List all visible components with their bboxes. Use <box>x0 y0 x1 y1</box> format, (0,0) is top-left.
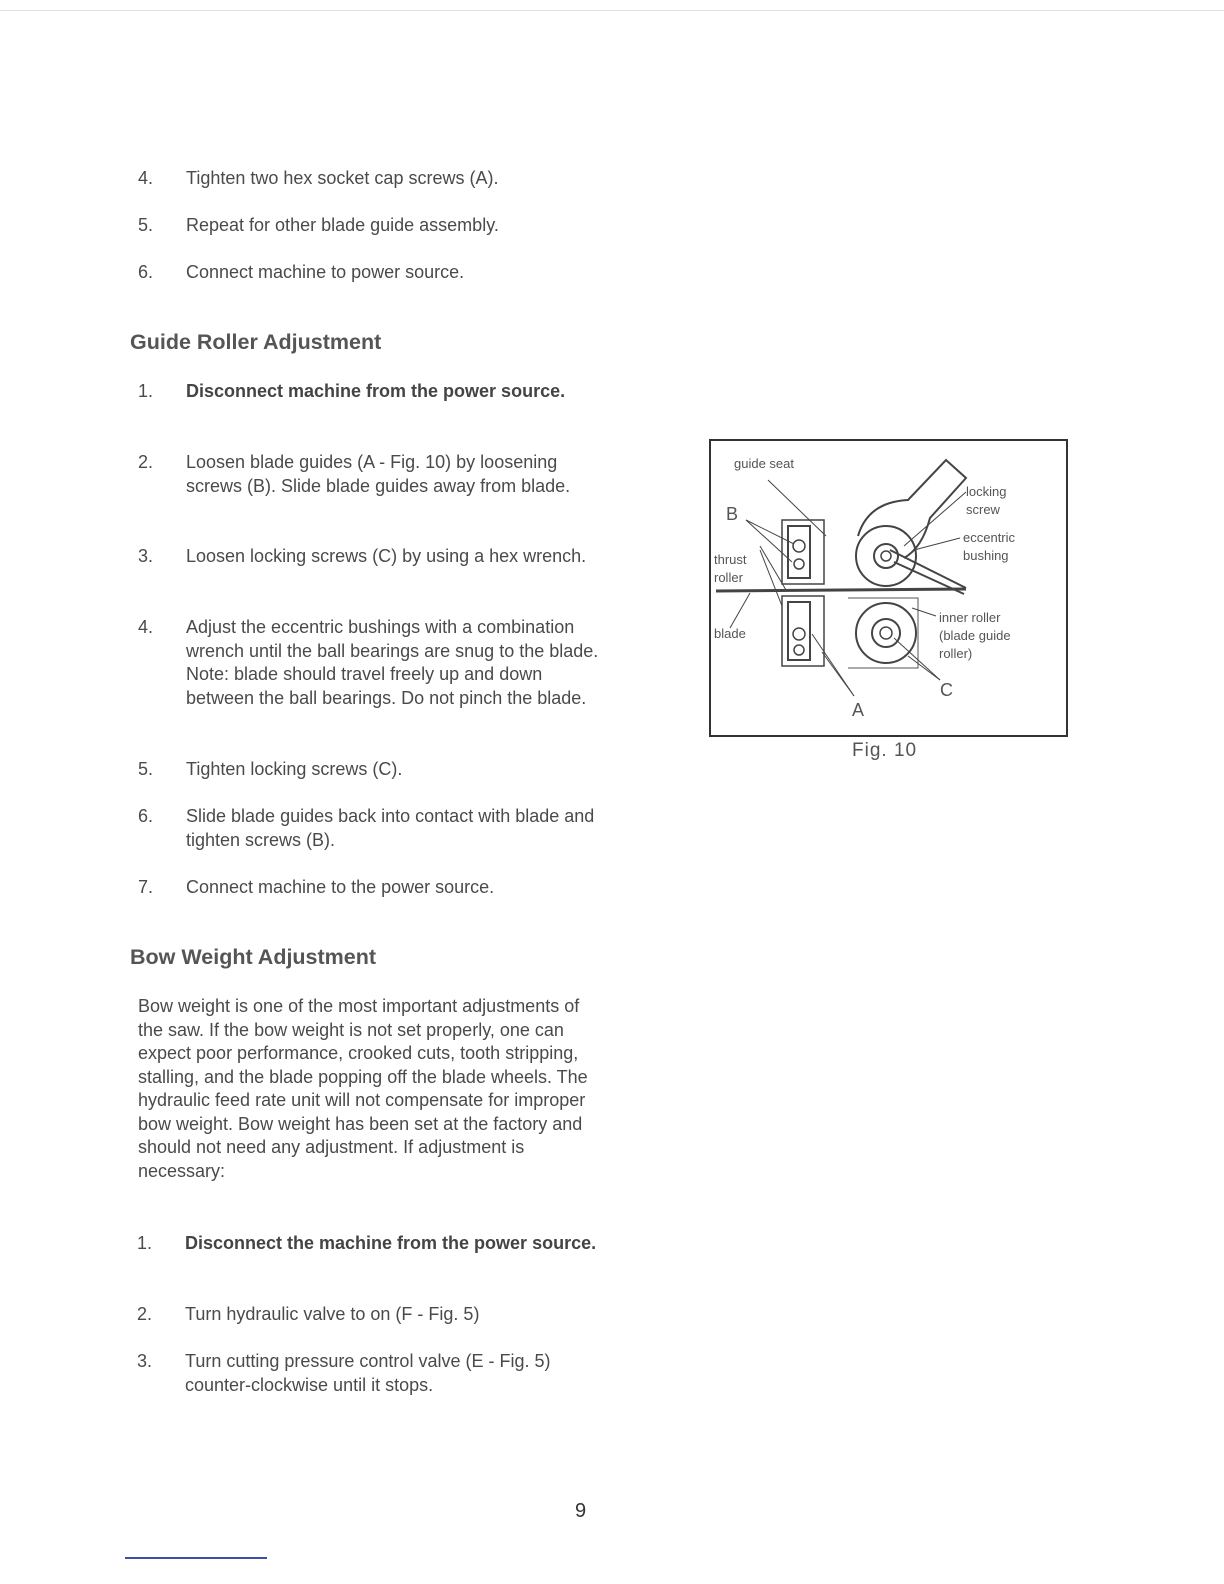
label-c: C <box>940 680 953 700</box>
step-text: Slide blade guides back into contact with blade and tighten screws (B). <box>186 806 595 850</box>
list-item <box>138 451 608 545</box>
list-item <box>137 1232 607 1303</box>
hex-wrench <box>890 550 966 594</box>
label-screw: screw <box>966 502 1000 517</box>
inner-roller-hub <box>872 619 900 647</box>
leader-b-1 <box>746 520 794 544</box>
locking-screw-head <box>874 544 898 568</box>
label-bushing: bushing <box>963 548 1009 563</box>
inner-roller-bracket <box>848 598 918 668</box>
page-number: 9 <box>575 1500 587 1522</box>
step-text: Tighten two hex socket cap screws (A). <box>186 168 499 188</box>
list-item <box>138 805 608 876</box>
step-text: Repeat for other blade guide assembly. <box>186 215 499 235</box>
blade-line <box>716 589 966 591</box>
step-number: 5. <box>138 215 154 235</box>
figure-10-diagram <box>708 438 1070 740</box>
step-number: 6. <box>138 806 154 826</box>
top-border-line <box>0 10 1224 11</box>
list-item <box>138 214 608 261</box>
leader-a-2 <box>822 652 854 696</box>
label-thrust: thrust <box>714 552 747 567</box>
step-text: Disconnect the machine from the power source. <box>185 1233 597 1253</box>
bow-weight-steps <box>137 1232 607 1397</box>
label-blade: blade <box>714 626 746 641</box>
guide-roller-steps <box>138 380 608 900</box>
bow-weight-heading: Bow Weight Adjustment <box>130 945 377 969</box>
step-text: Connect machine to power source. <box>186 262 465 282</box>
step-text: Adjust the eccentric bushings with a combination wrench until the ball bearings are snug to the blade. Note: blade should travel freely up and down between the ball bearings. Do not pinch the blade. <box>186 617 599 708</box>
step-number: 3. <box>137 1351 153 1371</box>
step-number: 3. <box>138 546 154 566</box>
label-roller: roller <box>714 570 743 585</box>
thrust-roller-lower <box>788 602 810 660</box>
step-number: 4. <box>138 617 154 637</box>
figure-caption: Fig. 10 <box>852 740 918 761</box>
step-text: Connect machine to the power source. <box>186 877 495 897</box>
label-inner-roller: inner roller <box>939 610 1001 625</box>
list-item <box>137 1303 607 1350</box>
step-number: 1. <box>138 381 154 401</box>
step-number: 7. <box>138 877 154 897</box>
step-text: Loosen locking screws (C) by using a hex wrench. <box>186 546 587 566</box>
label-eccentric: eccentric <box>963 530 1016 545</box>
locking-screw-center <box>881 551 891 561</box>
screw-b-upper-2 <box>794 559 804 569</box>
step-number: 5. <box>138 759 154 779</box>
label-roller-close: roller) <box>939 646 973 661</box>
step-number: 1. <box>137 1233 153 1253</box>
guide-roller-heading: Guide Roller Adjustment <box>130 330 382 354</box>
list-item <box>138 758 608 805</box>
label-locking: locking <box>966 484 1007 499</box>
screw-a-lower-2 <box>794 645 804 655</box>
bow-weight-paragraph: Bow weight is one of the most important adjustments of the saw. If the bow weight is not set properly, one can expect poor performance, crooked cuts, tooth stripping, stalling, and the blade popping off the blade wheels. The hydraulic feed rate unit will not compensate for improper bow weight. Bow weight has been set at the factory and should not need any adjustment. If adjustment is necessary: <box>138 996 588 1181</box>
leader-b-2 <box>746 520 792 562</box>
list-item <box>138 261 608 285</box>
leader-blade <box>730 593 750 628</box>
inner-roller <box>856 603 916 663</box>
step-text: Disconnect machine from the power source. <box>186 381 566 401</box>
list-item <box>138 876 608 900</box>
label-guide-seat: guide seat <box>734 456 794 471</box>
step-text: Loosen blade guides (A - Fig. 10) by loosening screws (B). Slide blade guides away from blade. <box>186 452 571 496</box>
list-item <box>137 1350 607 1397</box>
leader-guide-seat <box>768 480 826 536</box>
list-item <box>138 167 608 214</box>
step-number: 2. <box>138 452 154 472</box>
leader-inner-roller <box>912 608 936 616</box>
step-number: 4. <box>138 168 154 188</box>
list-item <box>138 616 608 758</box>
label-a: A <box>852 700 865 720</box>
leader-locking <box>904 492 966 546</box>
step-text: Tighten locking screws (C). <box>186 759 403 779</box>
figure-frame <box>710 440 1067 736</box>
bottom-edge-mark <box>125 1557 267 1559</box>
step-text: Turn cutting pressure control valve (E - Fig. 5) counter-clockwise until it stops. <box>185 1351 551 1395</box>
step-text: Turn hydraulic valve to on (F - Fig. 5) <box>185 1304 480 1324</box>
step-number: 6. <box>138 262 154 282</box>
screw-a-lower <box>793 628 805 640</box>
combination-wrench <box>858 460 966 558</box>
list-item <box>138 380 608 451</box>
label-b: B <box>726 504 739 524</box>
step-number: 2. <box>137 1304 153 1324</box>
list-item <box>138 545 608 616</box>
top-steps-list <box>138 167 608 285</box>
inner-roller-screw <box>880 627 892 639</box>
label-blade-guide: (blade guide <box>939 628 1011 643</box>
screw-b-upper <box>793 540 805 552</box>
